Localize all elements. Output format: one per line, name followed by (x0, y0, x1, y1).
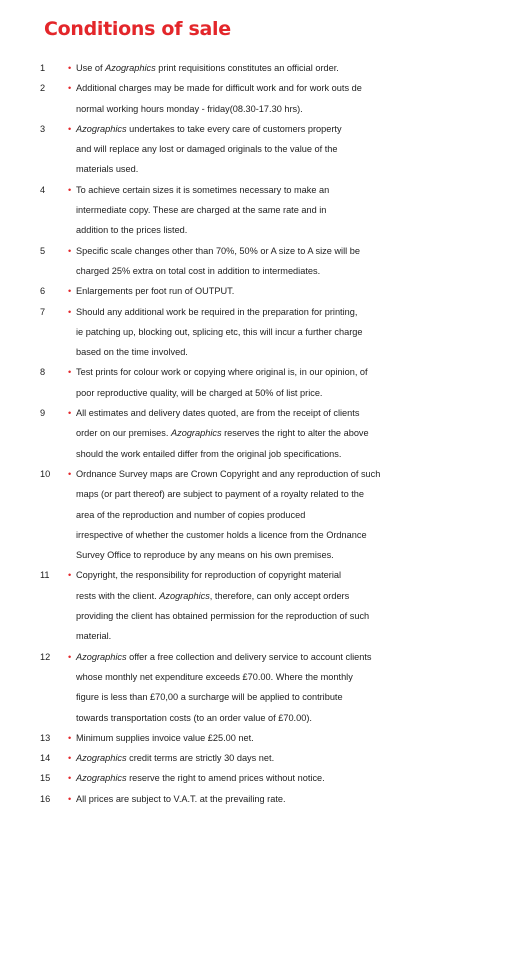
condition-text: order on our premises. (76, 428, 171, 439)
condition-text-line (76, 484, 500, 504)
condition-text: , therefore, can only accept orders (209, 590, 350, 601)
condition-number: 9 (40, 408, 46, 419)
bullet-icon: • (68, 184, 72, 195)
page-title: Conditions of sale (44, 18, 231, 40)
condition-text-line (76, 281, 500, 301)
bullet-icon: • (68, 245, 72, 256)
condition-text-line (76, 708, 500, 728)
condition-number: 15 (40, 773, 51, 784)
condition-number: 4 (40, 184, 46, 195)
condition-text-line (76, 647, 500, 667)
condition-text-line (76, 139, 500, 159)
condition-text: Specific scale changes other than 70%, 50% or A size to A size will be (76, 245, 360, 256)
condition-text: rests with the client. (76, 590, 160, 601)
condition-text: intermediate copy. These are charged at the same rate and in (76, 205, 327, 216)
bullet-icon: • (68, 570, 72, 581)
condition-text-line (76, 99, 500, 119)
condition-item (0, 241, 500, 282)
condition-text: Survey Office to reproduce by any means on his own premises. (76, 550, 334, 561)
condition-text-line (76, 748, 500, 768)
condition-text-line (76, 586, 500, 606)
condition-item (0, 565, 500, 646)
condition-number: 6 (40, 286, 46, 297)
condition-item (0, 58, 500, 78)
condition-item (0, 78, 500, 119)
condition-text: and will replace any lost or damaged originals to the value of the (76, 144, 338, 155)
condition-text: Use of (76, 63, 106, 73)
condition-text: undertakes to take every care of customers property (126, 123, 342, 134)
condition-text: Ordnance Survey maps are Crown Copyright and any reproduction of such (76, 468, 381, 479)
condition-text-line (76, 180, 500, 200)
condition-number: 2 (40, 83, 46, 94)
bullet-icon: • (68, 306, 72, 317)
condition-text: poor reproductive quality, will be charged at 50% of list price. (76, 387, 323, 398)
condition-text: providing the client has obtained permission for the reproduction of such (76, 611, 370, 622)
condition-text: Copyright, the responsibility for reproduction of copyright material (76, 570, 342, 581)
condition-text-line (76, 78, 500, 98)
condition-item (0, 281, 500, 301)
condition-text: based on the time involved. (76, 347, 188, 358)
condition-number: 12 (40, 651, 51, 662)
condition-text-line (76, 687, 500, 707)
brand-name: Azographics (76, 753, 127, 764)
condition-text-line (76, 362, 500, 382)
brand-name: Azographics (76, 123, 127, 134)
condition-text-line (76, 444, 500, 464)
condition-text-line (76, 565, 500, 585)
condition-text-line (76, 159, 500, 179)
brand-name: Azographics (76, 773, 127, 784)
condition-text-line (76, 220, 500, 240)
condition-text: To achieve certain sizes it is sometimes necessary to make an (76, 184, 330, 195)
condition-text-line (76, 464, 500, 484)
condition-text: offer a free collection and delivery service to account clients (126, 651, 372, 662)
bullet-icon: • (68, 793, 72, 804)
bullet-icon: • (68, 123, 72, 134)
bullet-icon: • (68, 651, 72, 662)
condition-text: Minimum supplies invoice value £25.00 net. (76, 732, 254, 743)
bullet-icon: • (68, 732, 72, 743)
condition-text: print requisitions constitutes an official order. (155, 63, 339, 73)
condition-text-line (76, 667, 500, 687)
condition-item (0, 362, 500, 403)
condition-text: maps (or part thereof) are subject to payment of a royalty related to the (76, 489, 365, 500)
condition-text-line (76, 606, 500, 626)
condition-item (0, 464, 500, 565)
condition-text-line (76, 342, 500, 362)
condition-text-line (76, 383, 500, 403)
condition-text: irrespective of whether the customer holds a licence from the Ordnance (76, 529, 367, 540)
condition-text-line (76, 626, 500, 646)
condition-item (0, 302, 500, 363)
condition-text: towards transportation costs (to an order value of £70.00). (76, 712, 312, 723)
condition-text-line (76, 403, 500, 423)
condition-text-line (76, 545, 500, 565)
condition-text: figure is less than £70,00 a surcharge will be applied to contribute (76, 692, 343, 703)
conditions-list (0, 58, 507, 809)
condition-text-line (76, 302, 500, 322)
condition-text: Enlargements per foot run of OUTPUT. (76, 286, 235, 297)
condition-number: 3 (40, 123, 46, 134)
condition-text-line (76, 200, 500, 220)
condition-item (0, 119, 500, 180)
bullet-icon: • (68, 63, 72, 73)
condition-text: area of the reproduction and number of copies produced (76, 509, 306, 520)
brand-name: Azographics (159, 590, 210, 601)
condition-text: material. (76, 631, 112, 642)
condition-text-line (76, 58, 500, 78)
condition-text: All prices are subject to V.A.T. at the prevailing rate. (76, 793, 286, 804)
condition-text-line (76, 322, 500, 342)
condition-text: addition to the prices listed. (76, 225, 188, 236)
condition-item (0, 180, 500, 241)
condition-item (0, 647, 500, 728)
brand-name: Azographics (170, 428, 222, 439)
condition-text-line (76, 525, 500, 545)
condition-number: 5 (40, 245, 46, 256)
condition-item (0, 789, 500, 809)
condition-text: Additional charges may be made for difficult work and for work outs de (76, 83, 362, 94)
condition-number: 11 (40, 570, 50, 581)
condition-item (0, 748, 500, 768)
brand-name: Azographics (76, 651, 127, 662)
bullet-icon: • (68, 468, 72, 479)
condition-text: reserve the right to amend prices without notice. (126, 773, 325, 784)
condition-number: 16 (40, 793, 51, 804)
condition-text-line (76, 789, 500, 809)
condition-item (0, 728, 500, 748)
condition-text: reserves the right to alter the above (221, 428, 369, 439)
condition-item (0, 768, 500, 788)
condition-text: normal working hours monday - friday(08.30-17.30 hrs). (76, 103, 303, 114)
condition-text: All estimates and delivery dates quoted, are from the receipt of clients (76, 408, 360, 419)
condition-text: should the work entailed differ from the original job specifications. (76, 448, 342, 459)
condition-text-line (76, 261, 500, 281)
condition-text-line (76, 728, 500, 748)
brand-name: Azographics (105, 63, 156, 73)
condition-number: 1 (40, 63, 46, 73)
condition-text: ie patching up, blocking out, splicing etc, this will incur a further charge (76, 326, 363, 337)
bullet-icon: • (68, 408, 72, 419)
condition-text-line (76, 768, 500, 788)
bullet-icon: • (68, 83, 72, 94)
condition-number: 10 (40, 468, 51, 479)
condition-text: credit terms are strictly 30 days net. (126, 753, 275, 764)
condition-text: whose monthly net expenditure exceeds £70.00. Where the monthly (76, 671, 353, 682)
condition-text-line (76, 505, 500, 525)
bullet-icon: • (68, 286, 72, 297)
condition-number: 7 (40, 306, 46, 317)
condition-text: Should any additional work be required in the preparation for printing, (76, 306, 358, 317)
condition-text: Test prints for colour work or copying where original is, in our opinion, of (76, 367, 368, 378)
condition-text-line (76, 423, 500, 443)
bullet-icon: • (68, 753, 72, 764)
condition-number: 13 (40, 732, 51, 743)
condition-number: 14 (40, 753, 51, 764)
condition-text-line (76, 119, 500, 139)
bullet-icon: • (68, 367, 72, 378)
condition-text-line (76, 241, 500, 261)
condition-item (0, 403, 500, 464)
condition-text: charged 25% extra on total cost in addition to intermediates. (76, 265, 321, 276)
bullet-icon: • (68, 773, 72, 784)
condition-text: materials used. (76, 164, 139, 175)
condition-number: 8 (40, 367, 46, 378)
